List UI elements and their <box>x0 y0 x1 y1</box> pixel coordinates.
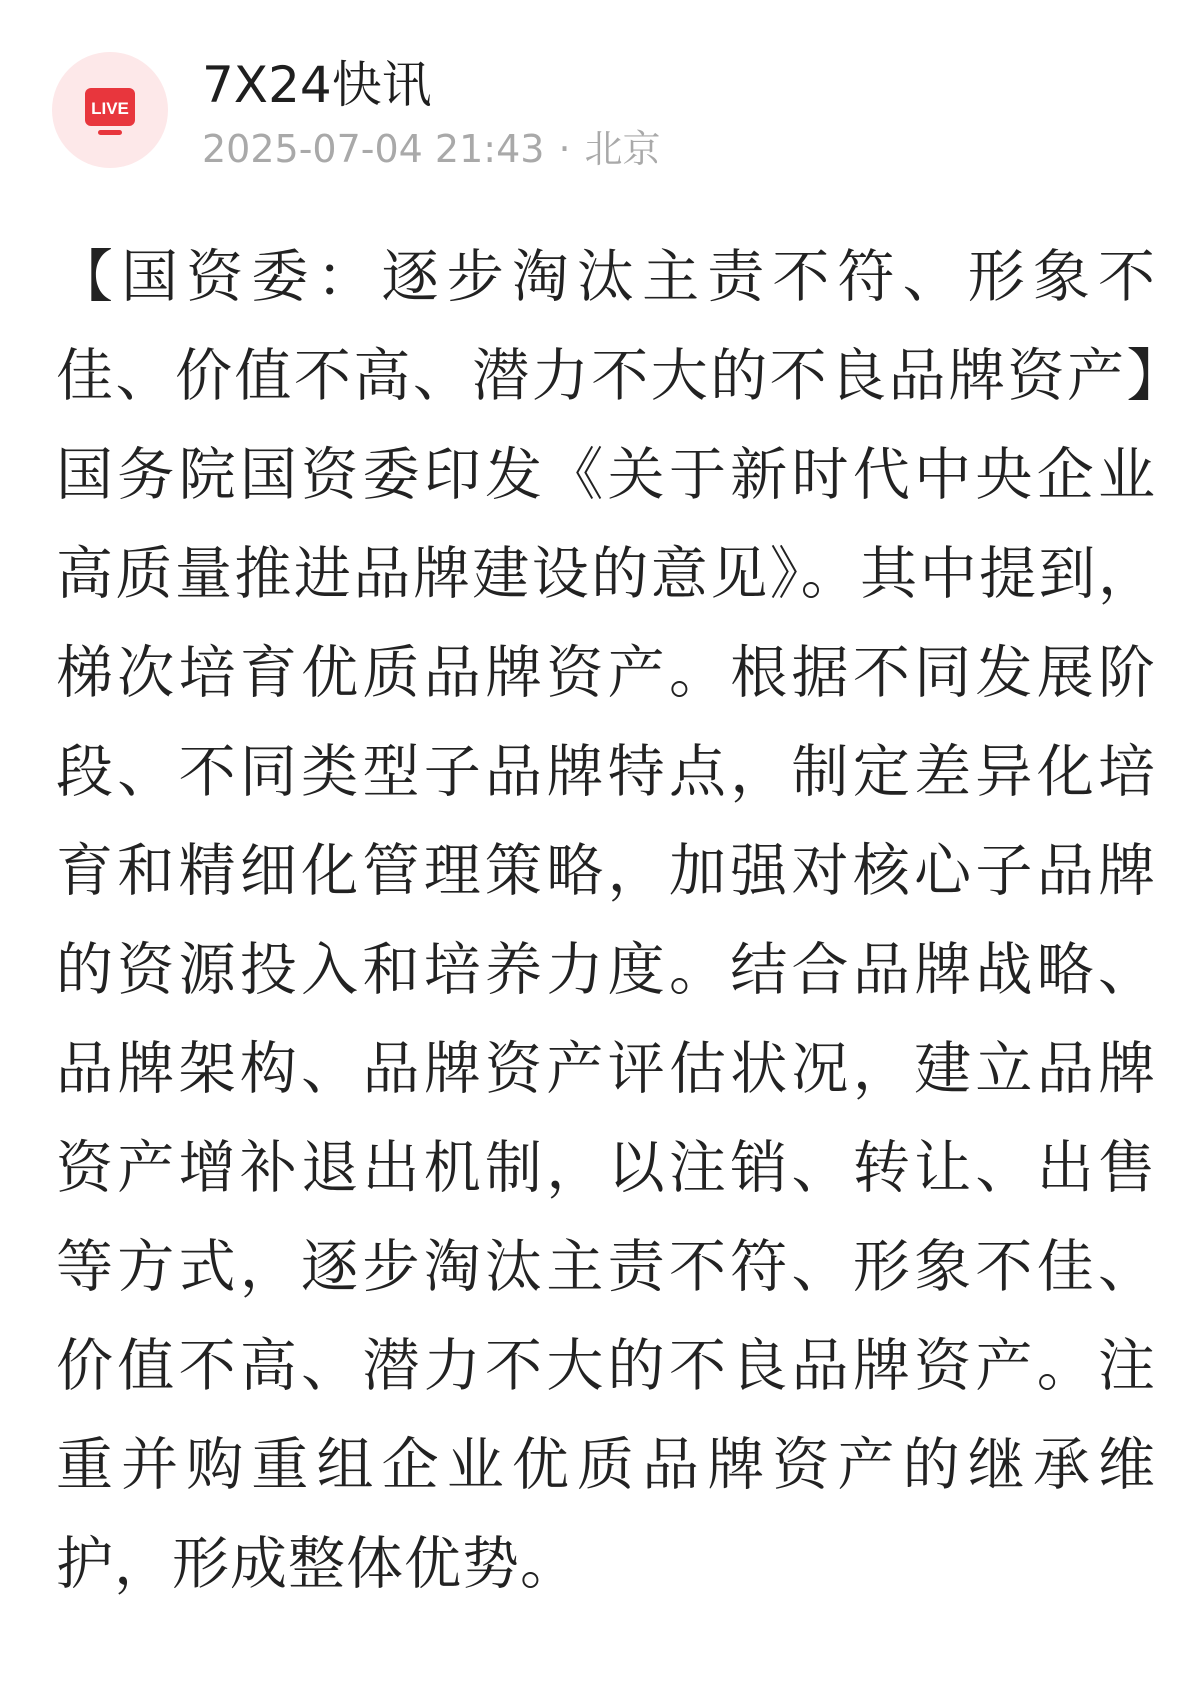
post-content: 【国资委：逐步淘汰主责不符、形象不佳、价值不高、潜力不大的不良品牌资产】国务院国资委印发《关于新时代中央企业高质量推进品牌建设的意见》。其中提到，梯次培育优质品牌资产。根据不同发展阶段、不同类型子品牌特点，制定差异化培育和精细化管理策略，加强对核心子品牌的资源投入和培养力度。结合品牌战略、品牌架构、品牌资产评估状况，建立品牌资产增补退出机制，以注销、转让、出售等方式，逐步淘汰主责不符、形象不佳、价值不高、潜力不大的不良品牌资产。注重并购重组企业优质品牌资产的继承维护，形成整体优势。 <box>56 244 1156 1597</box>
post-header <box>52 52 1152 172</box>
meta-separator: · <box>558 127 571 171</box>
post-meta <box>202 124 661 174</box>
post-location: 北京 <box>584 127 661 171</box>
avatar-live-text: LIVE <box>91 99 129 118</box>
avatar[interactable] <box>52 52 168 168</box>
post-timestamp: 2025-07-04 21:43 <box>202 127 545 171</box>
live-tv-icon <box>84 87 136 137</box>
author-name[interactable]: 7X24快讯 <box>202 56 432 114</box>
